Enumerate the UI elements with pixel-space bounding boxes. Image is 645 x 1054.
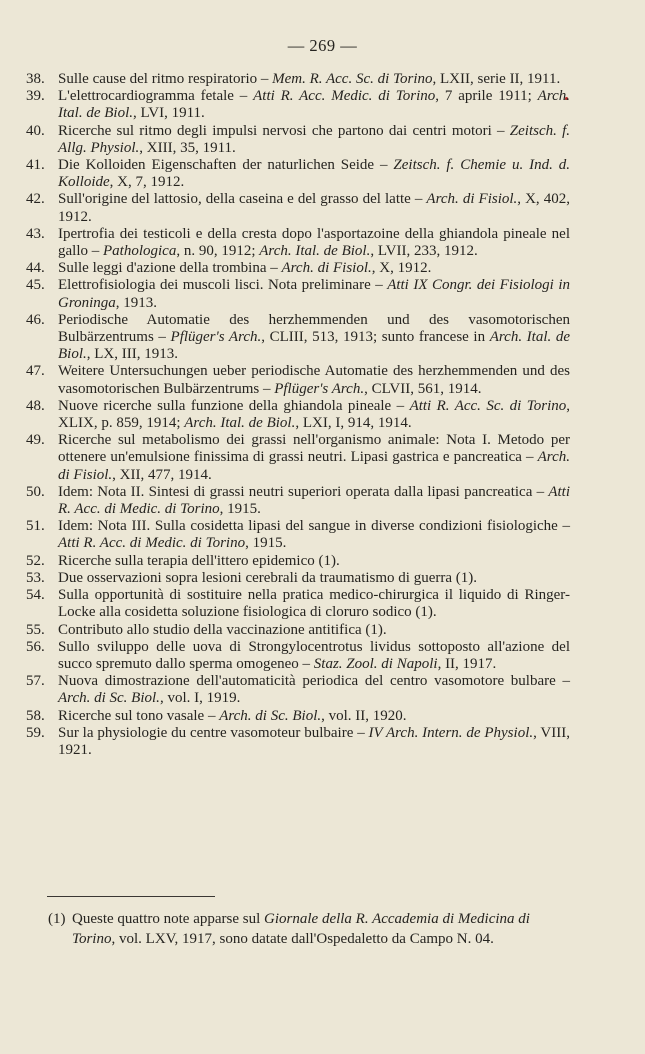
reference-item	[26, 724, 570, 759]
reference-source: Pflüger's Arch.	[274, 380, 365, 397]
reference-source: Zeitsch. f. Chemie u. Ind. d. Kolloide	[58, 157, 570, 191]
reference-segment: , X, 7, 1912.	[109, 174, 185, 191]
reference-text	[58, 277, 570, 311]
reference-segment: Contributo allo studio della vaccinazione antitifica (1).	[58, 621, 387, 638]
reference-segment: Weitere Untersuchungen ueber periodische Automatie des herzhemmenden und des vasomotorischen Bulbärzentrums –	[58, 363, 570, 397]
reference-item	[26, 225, 570, 260]
reference-text	[58, 260, 570, 277]
reference-item	[26, 88, 571, 122]
reference-text	[58, 432, 570, 484]
reference-text	[58, 484, 570, 518]
reference-number: 58.	[26, 707, 45, 724]
reference-source: Arch. di Fisiol.	[281, 260, 372, 277]
reference-item	[26, 552, 570, 570]
reference-text	[58, 570, 570, 587]
reference-item	[26, 569, 570, 587]
reference-segment: , CLIII, 513, 1913; sunto francese in	[261, 329, 490, 346]
reference-segment: , vol. I, 1919.	[159, 690, 241, 707]
reference-source: Arch. Ital. de Biol.	[58, 329, 571, 363]
reference-text	[58, 553, 570, 570]
reference-source: Atti R. Acc. di Medic. di Torino	[58, 483, 570, 518]
reference-segment: , LXII, serie II, 1911.	[432, 71, 561, 87]
reference-item	[26, 397, 570, 432]
reference-source: Atti R. Acc. Medic. di Torino	[253, 88, 436, 105]
reference-number: 42.	[26, 191, 45, 208]
reference-segment: Ricerche sul metabolismo dei grassi nell'organismo animale: Nota I. Metodo per ottenere un'emulsione finissima di grassi neutri. Lipasi gastrica e pancreatica –	[58, 432, 570, 466]
reference-source: Staz. Zool. di Napoli	[313, 655, 438, 672]
reference-source: IV Arch. Intern. de Physiol.	[368, 724, 534, 741]
reference-segment: Sullo sviluppo delle uova di Strongylocentrotus lividus sottoposto all'azione del succo spremuto dallo sperma omogeneo –	[58, 638, 570, 672]
reference-item	[26, 363, 570, 397]
reference-source: Atti R. Acc. di Medic. di Torino	[58, 535, 246, 552]
reference-number: 52.	[26, 552, 45, 569]
reference-segment: L'elettrocardiogramma fetale –	[58, 88, 254, 105]
reference-item	[26, 122, 571, 157]
reference-segment: Sur la physiologie du centre vasomoteur bulbaire –	[58, 724, 369, 741]
footnote-text-after: , vol. LXV, 1917, sono datate dall'Ospedaletto da Campo N. 04.	[111, 931, 494, 947]
bibliography-list	[26, 71, 571, 759]
reference-number: 51.	[26, 518, 45, 535]
reference-text	[58, 363, 570, 397]
reference-number: 59.	[26, 724, 45, 741]
reference-text	[58, 725, 570, 759]
reference-segment: , LXI, I, 914, 1914.	[295, 415, 412, 432]
reference-text	[58, 191, 570, 225]
reference-segment: , 1913.	[115, 294, 158, 311]
reference-number: 47.	[26, 363, 45, 380]
reference-number: 44.	[26, 260, 45, 277]
footnote-text-before: Queste quattro note apparse sul	[72, 911, 265, 927]
reference-number: 53.	[26, 569, 45, 586]
reference-segment: , vol. II, 1920.	[321, 707, 407, 724]
reference-segment: Die Kolloiden Eigenschaften der naturlichen Seide –	[58, 157, 394, 174]
reference-source: Atti IX Congr. dei Fisiologi in Groninga	[58, 277, 570, 311]
reference-segment: , LX, III, 1913.	[86, 346, 178, 363]
page-number: — 269 —	[287, 36, 358, 55]
reference-source: Mem. R. Acc. Sc. di Torino	[272, 71, 433, 87]
reference-segment: Sulle cause del ritmo respiratorio –	[58, 71, 273, 87]
reference-item	[26, 483, 570, 518]
reference-text	[58, 71, 570, 88]
reference-item	[26, 621, 570, 639]
reference-number: 43.	[26, 225, 45, 242]
reference-text	[58, 226, 570, 260]
reference-segment: Sulla opportunità di sostituire nella pratica medico-chirurgica il liquido di Ringer-Locke alla cosidetta soluzione fisiologica di cloruro sodico (1).	[58, 587, 570, 621]
reference-source: Arch. Ital. de Biol.	[259, 243, 371, 260]
reference-segment: Nuova dimostrazione dell'automaticità periodica del centro vasomotore bulbare –	[58, 673, 570, 690]
reference-segment: , XLIX, p. 859, 1914;	[58, 397, 570, 432]
reference-segment: Idem: Nota III. Sulla cosidetta lipasi del sangue in diverse condizioni fisiologiche –	[58, 518, 570, 535]
reference-segment: Sulle leggi d'azione della trombina –	[58, 260, 282, 277]
reference-segment: , 1915.	[245, 535, 287, 552]
reference-text	[58, 639, 570, 673]
reference-item	[26, 157, 570, 191]
reference-text	[58, 157, 570, 191]
reference-source: Arch. Ital. de Biol.	[184, 415, 296, 432]
reference-number: 56.	[26, 638, 45, 655]
reference-source: Zeitsch. f. Allg. Physiol.	[58, 122, 571, 156]
reference-number: 40.	[26, 122, 45, 139]
reference-text	[58, 587, 570, 621]
reference-segment: , II, 1917.	[437, 655, 497, 672]
reference-segment: Ricerche sul ritmo degli impulsi nervosi che partono dai centri motori –	[58, 122, 510, 139]
reference-source: Arch. di Fisiol.	[426, 191, 518, 208]
reference-item	[26, 587, 570, 621]
reference-source: Arch. di Sc. Biol.	[219, 707, 322, 724]
footnote-rule	[47, 896, 215, 897]
reference-item	[26, 260, 570, 277]
reference-segment: Nuove ricerche sulla funzione della ghiandola pineale –	[58, 397, 410, 414]
reference-number: 39.	[26, 88, 45, 105]
footnote-journal: Giornale della R. Accademia di Medicina di Torino	[72, 911, 530, 947]
reference-source: Atti R. Acc. Sc. di Torino	[409, 397, 567, 414]
reference-number: 41.	[26, 157, 45, 174]
reference-segment: Ricerche sulla terapia dell'ittero epidemico (1).	[58, 552, 340, 569]
reference-item	[26, 432, 570, 484]
reference-segment: , XII, 477, 1914.	[112, 466, 212, 483]
reference-segment: , 7 aprile 1911;	[435, 88, 538, 105]
reference-number: 57.	[26, 673, 45, 690]
reference-text	[58, 88, 570, 122]
reference-source: Pathologica	[103, 243, 177, 260]
reference-segment: Elettrofisiologia dei muscoli lisci. Nota preliminare –	[58, 277, 388, 294]
reference-source: Arch. Ital. de Biol.	[58, 88, 571, 122]
reference-segment: , LVII, 233, 1912.	[370, 243, 478, 260]
reference-item	[26, 673, 570, 707]
reference-segment: , CLVII, 561, 1914.	[364, 380, 482, 397]
reference-text	[58, 312, 570, 364]
reference-text	[58, 518, 570, 552]
reference-text	[58, 123, 570, 157]
reference-number: 46.	[26, 311, 45, 328]
reference-segment: , VIII, 1921.	[58, 724, 570, 758]
reference-segment: Ricerche sul tono vasale –	[58, 707, 220, 724]
reference-segment: Idem: Nota II. Sintesi di grassi neutri superiori operata dalla lipasi pancreatica –	[58, 483, 549, 500]
reference-segment: , n. 90, 1912;	[176, 243, 260, 260]
reference-text	[58, 398, 570, 432]
reference-segment: , X, 402, 1912.	[58, 191, 570, 225]
reference-segment: , X, 1912.	[371, 260, 432, 277]
footnote-mark: (1)	[48, 911, 66, 927]
reference-item	[26, 518, 570, 552]
reference-item	[26, 707, 570, 725]
reference-text	[58, 673, 570, 707]
reference-number: 49.	[26, 432, 45, 449]
reference-segment: Ipertrofia dei testicoli e della cresta dopo l'asportazoine della ghiandola pineale nel gallo –	[58, 225, 570, 260]
reference-segment: Due osservazioni sopra lesioni cerebrali da traumatismo di guerra (1).	[58, 569, 478, 586]
reference-segment: Periodische Automatie des herzhemmenden und des vasomotorischen Bulbärzentrums –	[58, 311, 570, 346]
reference-number: 50.	[26, 483, 45, 500]
reference-item	[26, 311, 571, 364]
reference-source: Arch. di Fisiol.	[58, 449, 570, 483]
reference-source: Arch. di Sc. Biol.	[58, 690, 160, 707]
reference-source: Pflüger's Arch.	[170, 329, 262, 346]
reference-segment: , 1915.	[219, 501, 261, 518]
reference-segment: , LVI, 1911.	[133, 105, 205, 122]
reference-number: 38.	[26, 71, 45, 87]
reference-text	[58, 708, 570, 725]
reference-number: 48.	[26, 397, 45, 414]
reference-item	[26, 71, 570, 88]
reference-item	[26, 191, 570, 225]
reference-segment: Sull'origine del lattosio, della caseina e del grasso del latte –	[58, 191, 427, 208]
reference-number: 45.	[26, 277, 45, 294]
footnote	[48, 909, 564, 949]
reference-number: 55.	[26, 621, 45, 638]
reference-item	[26, 277, 570, 311]
reference-item	[26, 638, 570, 673]
reference-number: 54.	[26, 587, 45, 604]
reference-segment: , XIII, 35, 1911.	[139, 139, 236, 156]
reference-text	[58, 622, 570, 639]
